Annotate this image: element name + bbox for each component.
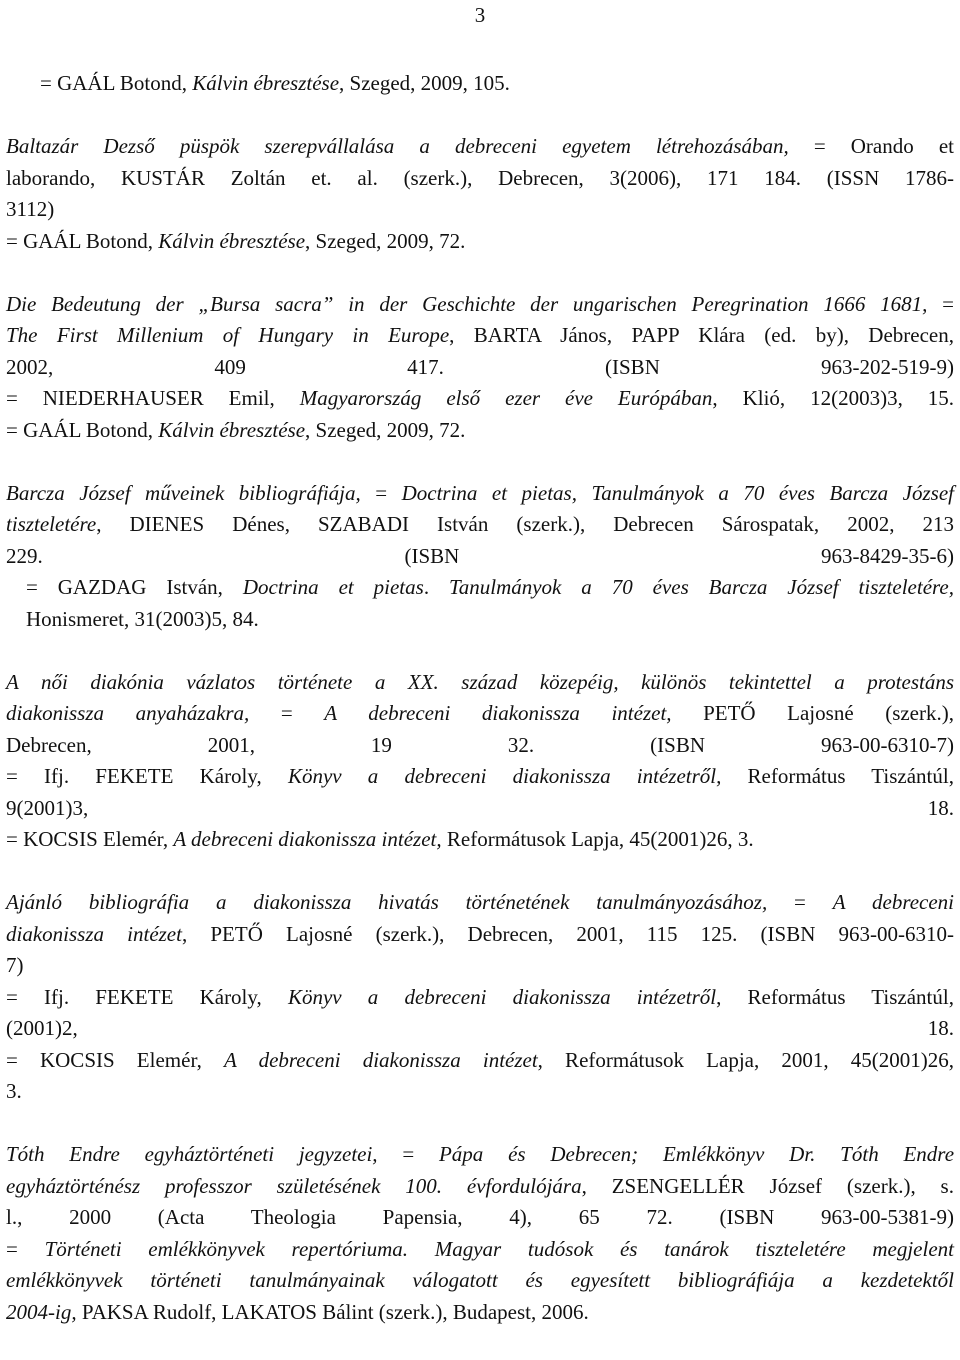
italic-text: 2004-ig, — [6, 1299, 77, 1324]
italic-text: Könyv a debreceni diakonissza intézetről, — [287, 764, 722, 788]
text-span: = Ifj. FEKETE Károly, — [6, 984, 288, 1009]
text-span: = — [927, 291, 954, 316]
entry-line — [6, 572, 954, 604]
page-number: 3 — [474, 3, 486, 27]
bibliography-entry — [6, 478, 954, 636]
entry-line — [6, 667, 954, 699]
text-span: , ZSENGELLÉR József (szerk.), s. — [581, 1173, 954, 1198]
italic-text: Történeti emlékkönyvek repertóriuma. Magyar tudósok és tanárok tiszteletére megjelent — [44, 1236, 954, 1261]
entry-line — [6, 509, 954, 541]
italic-text: Doctrina et pietas, Tanulmányok a 70 éves Barcza József — [401, 480, 954, 505]
lead-ref-suffix: , Szeged, 2009, 105. — [339, 71, 510, 95]
entry-line — [6, 383, 954, 415]
entry-line — [6, 320, 954, 352]
entry-line — [6, 1265, 954, 1297]
entry-line — [6, 194, 954, 226]
text-span: (2001)2, 18. — [6, 1016, 954, 1040]
text-span: Reformátusok Lapja, 45(2001)26, 3. — [441, 827, 754, 851]
entry-line — [6, 793, 954, 825]
entry-line — [6, 1297, 954, 1329]
entry-line — [6, 1076, 954, 1108]
italic-text: Könyv a debreceni diakonissza intézetről — [287, 984, 717, 1009]
entry-line — [6, 1202, 954, 1234]
italic-text: Pápa és Debrecen; Emlékkönyv Dr. Tóth Endre — [438, 1142, 955, 1166]
text-span: = NIEDERHAUSER Emil, — [6, 386, 300, 410]
italic-text: Kálvin ébresztése — [158, 228, 306, 253]
entry-line — [6, 131, 954, 163]
bibliography-entry — [6, 1139, 954, 1328]
bibliography-entry — [6, 667, 954, 856]
entry-line — [6, 541, 954, 573]
text-span: = — [6, 1236, 45, 1261]
italic-text: Tanulmányok a 70 éves Barcza József tiszteletére, — [448, 575, 954, 599]
text-span: , Reformátusok Lapja, 2001, 45(2001)26, — [537, 1047, 954, 1072]
entry-line — [6, 1013, 954, 1045]
text-span: 7) — [6, 953, 24, 977]
italic-text: Kálvin ébresztése — [158, 417, 306, 442]
text-span: 3112) — [6, 197, 55, 221]
italic-text: Magyarország első ezer éve Európában — [299, 386, 713, 410]
text-span: = GAZDAG István, — [26, 575, 243, 599]
page-body — [6, 68, 955, 1360]
italic-text: Barcza József műveinek bibliográfiája, — [6, 480, 361, 505]
text-span: Református Tiszántúl, — [721, 764, 954, 788]
italic-text: egyháztörténész professzor születésének 100. évfordulójára — [6, 1173, 582, 1198]
entry-line — [6, 478, 954, 510]
text-span: , Szeged, 2009, 72. — [305, 228, 466, 253]
text-span: = — [377, 1142, 439, 1166]
bibliography-entry — [6, 887, 954, 1108]
text-span: , Szeged, 2009, 72. — [305, 417, 466, 442]
entry-line — [6, 163, 954, 195]
italic-text: Baltazár Dezső püspök szerepvállalása a debreceni egyetem létrehozásában, — [6, 134, 789, 158]
bibliography-entry — [6, 131, 954, 257]
bibliography-list — [6, 131, 955, 1328]
entry-line — [6, 289, 954, 321]
italic-text: The First Millenium of Hungary in Europe — [6, 323, 450, 347]
italic-text: A debreceni diakonissza intézet, — [173, 827, 442, 851]
text-span: l., 2000 (Acta Theologia Papensia, 4), 65 72. (ISBN 963-00-5381-9) — [6, 1205, 954, 1229]
lead-ref-title: Kálvin ébresztése — [192, 71, 340, 95]
text-span: 229. (ISBN 963-8429-35-6) — [6, 543, 954, 568]
italic-text: A debreceni diakonissza intézet, — [324, 701, 672, 725]
text-span: . — [423, 575, 449, 599]
text-span: = GAÁL Botond, — [6, 228, 159, 253]
italic-text: tiszteletére — [6, 512, 97, 536]
lead-ref-prefix: = GAÁL Botond, — [40, 71, 193, 95]
entry-line — [6, 226, 954, 258]
text-span: , BARTA János, PAPP Klára (ed. by), Debrecen, — [449, 323, 954, 347]
text-span: = GAÁL Botond, — [6, 417, 159, 442]
text-span: 2002, 409 417. (ISBN 963-202-519-9) — [6, 354, 954, 379]
text-span: = — [360, 480, 402, 505]
entry-line — [6, 1139, 954, 1171]
text-span: = KOCSIS Elemér, — [6, 1047, 224, 1072]
entry-line — [6, 887, 954, 919]
text-span: 9(2001)3, 18. — [6, 795, 954, 820]
italic-text: A női diakónia vázlatos története a XX. század közepéig, különös tekintettel a protestáns — [6, 669, 954, 694]
italic-text: A debreceni diakonissza intézet — [223, 1047, 538, 1072]
entry-line — [6, 824, 954, 856]
text-span: laborando, KUSTÁR Zoltán et. al. (szerk.), Debrecen, 3(2006), 171 184. (ISSN 1786- — [6, 165, 954, 190]
italic-text: Ajánló bibliográfia a diakonissza hivatás történetének tanulmányozásához, — [6, 890, 768, 914]
entry-line — [6, 1045, 954, 1077]
text-span: = Orando et — [788, 134, 954, 158]
entry-line — [6, 982, 954, 1014]
text-span: = — [249, 701, 325, 725]
text-span: , Klió, 12(2003)3, 15. — [712, 386, 954, 410]
italic-text: Tóth Endre egyháztörténeti jegyzetei, — [6, 1142, 378, 1166]
text-span: , PETŐ Lajosné (szerk.), Debrecen, 2001, 115 125. (ISBN 963-00-6310- — [181, 921, 954, 946]
entry-line — [6, 415, 954, 447]
bibliography-entry — [6, 289, 954, 447]
italic-text: Die Bedeutung der „Bursa sacra” in der Geschichte der ungarischen Peregrination 1666 1681, — [6, 291, 928, 316]
text-span: = — [767, 890, 833, 914]
entry-line — [6, 950, 954, 982]
italic-text: diakonissza intézet — [6, 921, 182, 946]
entry-line — [6, 698, 954, 730]
text-span: 3. — [6, 1079, 22, 1103]
entry-line — [6, 1234, 954, 1266]
text-span: PETŐ Lajosné (szerk.), — [671, 701, 954, 725]
entry-line — [6, 730, 954, 762]
entry-line — [6, 761, 954, 793]
italic-text: Doctrina et pietas — [242, 575, 424, 599]
text-span: PAKSA Rudolf, LAKATOS Bálint (szerk.), Budapest, 2006. — [76, 1299, 589, 1324]
text-span: , DIENES Dénes, SZABADI István (szerk.), Debrecen Sárospatak, 2002, 213 — [96, 512, 954, 536]
entry-line — [6, 352, 954, 384]
italic-text: emlékkönyvek történeti tanulmányainak válogatott és egyesített bibliográfiája a kezdetektől — [6, 1268, 954, 1292]
entry-line — [6, 1171, 954, 1203]
text-span: = KOCSIS Elemér, — [6, 827, 174, 851]
text-span: Debrecen, 2001, 19 32. (ISBN 963-00-6310-7) — [6, 732, 954, 757]
entry-line — [6, 604, 954, 636]
text-span: = Ifj. FEKETE Károly, — [6, 764, 288, 788]
text-span: Honismeret, 31(2003)5, 84. — [26, 606, 259, 631]
entry-line — [6, 919, 954, 951]
lead-reference — [40, 68, 954, 100]
text-span: , Református Tiszántúl, — [716, 984, 954, 1009]
italic-text: diakonissza anyaházakra, — [6, 701, 250, 725]
italic-text: A debreceni — [832, 890, 955, 914]
